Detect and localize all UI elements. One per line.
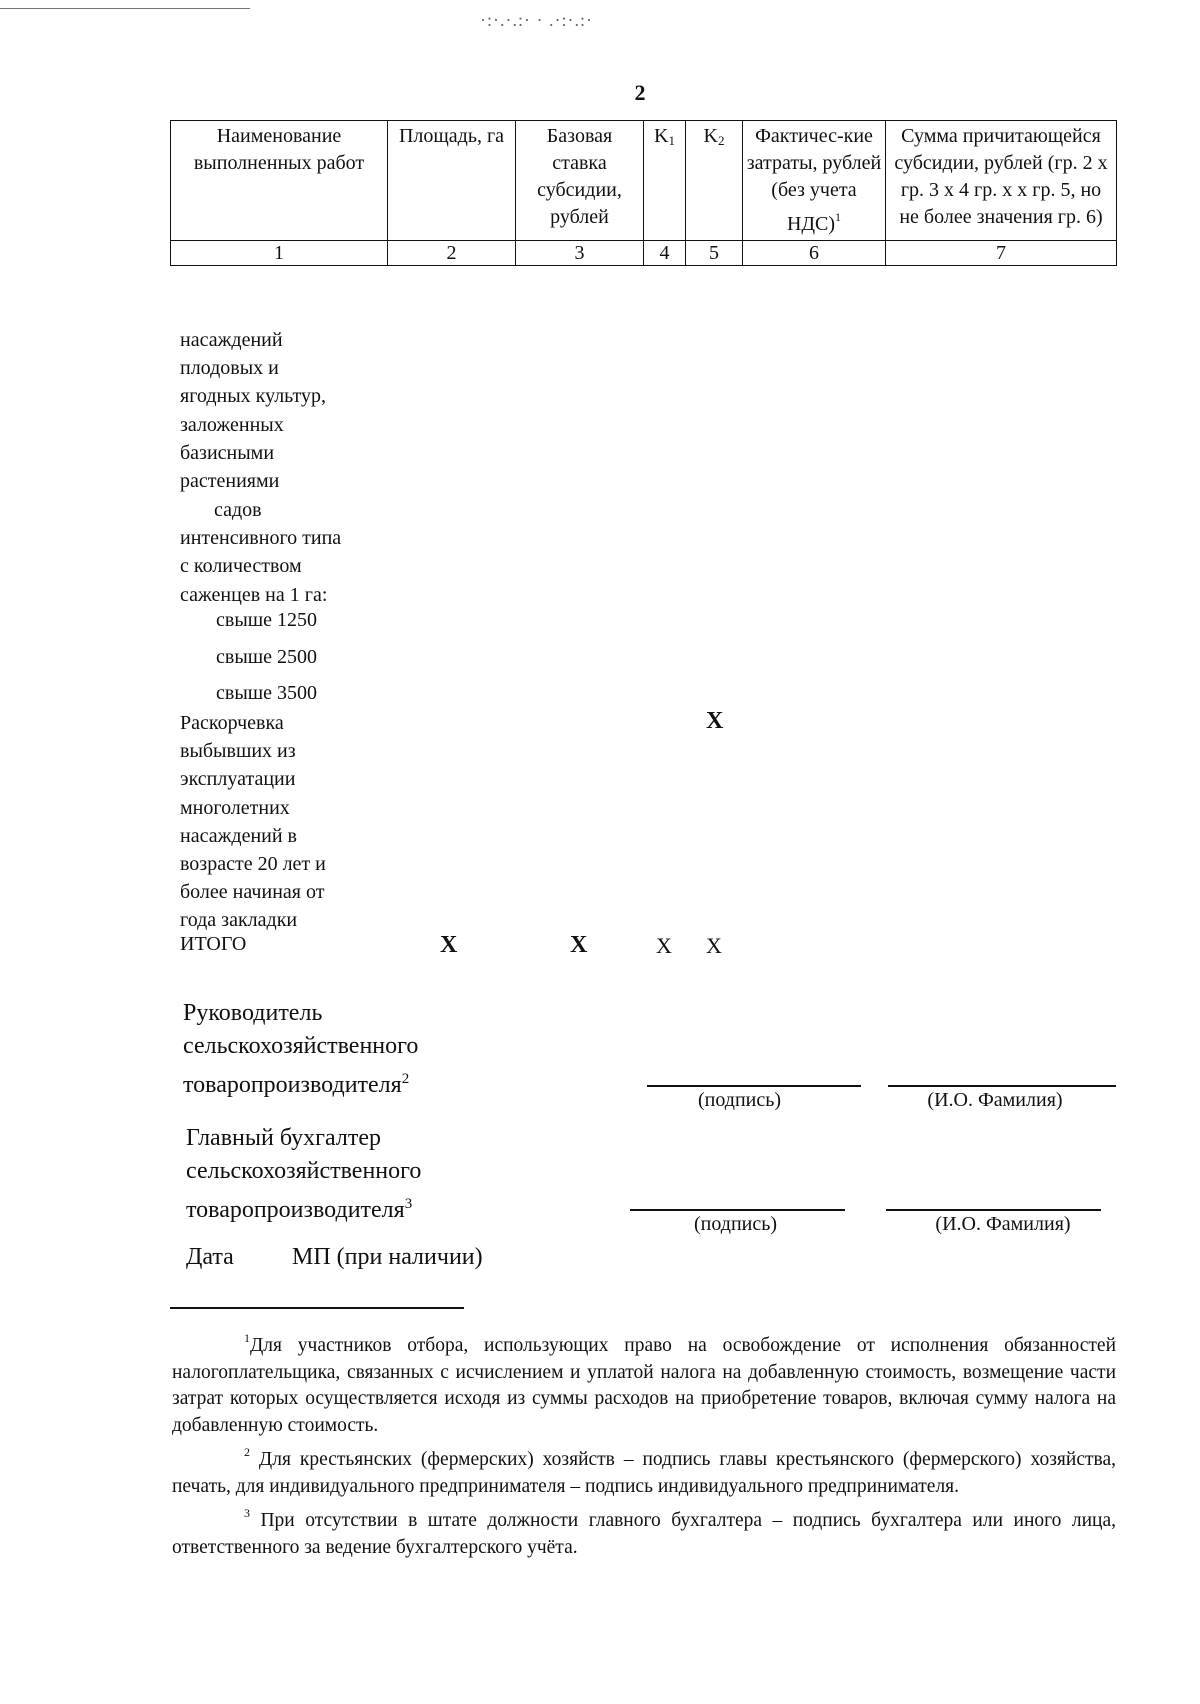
head-signature-line [647,1085,861,1087]
scan-edge-line [0,8,250,9]
footnote-ref-2: 2 [401,1071,410,1087]
footnote-2-number: 2 [244,1445,250,1459]
row-over-2500: свыше 2500 [216,646,318,668]
footnote-3-text: При отсутствии в штате должности главного бухгалтера – подпись бухгалтера или иного лица, ответственного за ведение бухгалтерского учёта. [172,1510,1116,1558]
uprooting-k2-mark: X [706,708,724,734]
actual-costs-label: Фактичес-кие затраты, рублей (без учета НДС) [746,125,882,235]
chief-accountant-title [186,1122,421,1227]
header-base-rate: Базовая ставка субсидии, рублей [516,121,644,241]
k2-subscript: 2 [717,133,725,148]
head-name-line [888,1085,1116,1087]
head-title-text: Руководитель сельскохозяйственного товаропроизводителя [183,1000,419,1098]
column-number: 6 [743,241,886,266]
footnote-2 [172,1439,1116,1500]
header-k1 [644,121,686,241]
k1-subscript: 1 [668,133,675,148]
footnotes [172,1325,1116,1561]
header-area: Площадь, га [388,121,516,241]
column-number: 7 [886,241,1117,266]
footnote-3-number: 3 [244,1506,250,1520]
total-mark-rate: X [570,932,588,958]
row-over-3500: свыше 3500 [216,682,318,704]
footnote-1 [172,1325,1116,1439]
head-signature-title [183,997,418,1102]
row-over-1250: свыше 1250 [216,609,318,631]
head-name-caption: (И.О. Фамилия) [927,1089,1063,1111]
stamp-label: МП (при наличии) [292,1244,483,1270]
header-subsidy-sum: Сумма причитающейся субсидии, рублей (гр. 2 x гр. 3 x 4 гр. x x гр. 5, но не более значения гр. 6) [886,121,1117,241]
total-label: ИТОГО [180,933,247,955]
date-label: Дата [186,1244,234,1270]
page-number: 2 [634,80,646,105]
header-works-name: Наименование выполненных работ [171,121,388,241]
header-k2 [686,121,743,241]
footnote-1-number: 1 [244,1331,250,1345]
head-signature-caption: (подпись) [697,1089,782,1111]
total-mark-k2: X [706,933,722,958]
column-number: 4 [644,241,686,266]
footnote-1-text: Для участников отбора, использующих право на освобождение от исполнения обязанностей налогоплательщика, связанных с исчислением и уплатой налога на добавленную стоимость, возмещение части затрат которых осуществляется исходя из суммы расходов на приобретение товаров, включая сумму налога на добавленную стоимость. [172,1335,1116,1436]
column-number: 3 [516,241,644,266]
column-number: 5 [686,241,743,266]
footnote-3 [172,1500,1116,1561]
chief-name-caption: (И.О. Фамилия) [935,1213,1071,1235]
uprooting-text: Раскорчевка выбывших из эксплуатации многолетних насаждений в возрасте 20 лет и более начиная от года закладки [180,712,326,932]
intensive-text: садов интенсивного типа с количеством саженцев на 1 га: [180,499,342,606]
chief-name-line [886,1209,1101,1211]
footnote-ref-3: 3 [404,1196,413,1212]
k1-label: K [654,125,669,147]
footnote-ref-1: 1 [835,210,842,224]
scan-noise: ·:·.·.:· · .·:·.:· [480,10,593,30]
subsidy-table-header [170,120,1117,266]
column-number: 2 [388,241,516,266]
header-actual-costs [743,121,886,241]
footnote-separator [170,1307,464,1309]
k2-label: K [703,125,718,147]
column-number-row [171,241,1117,266]
total-mark-k1: X [656,933,672,958]
total-mark-area: X [440,932,458,958]
table-header-row [171,121,1117,241]
footnote-2-text: Для крестьянских (фермерских) хозяйств – подпись главы крестьянского (фермерского) хозяйства, печать, для индивидуального предпринимателя – подпись индивидуального предпринимателя. [172,1449,1116,1497]
chief-signature-line [630,1209,845,1211]
planting-text: насаждений плодовых и ягодных культур, заложенных базисными растениями [180,329,327,493]
chief-signature-caption: (подпись) [693,1213,778,1235]
chief-title-text: Главный бухгалтер сельскохозяйственного товаропроизводителя [186,1125,422,1223]
column-number: 1 [171,241,388,266]
